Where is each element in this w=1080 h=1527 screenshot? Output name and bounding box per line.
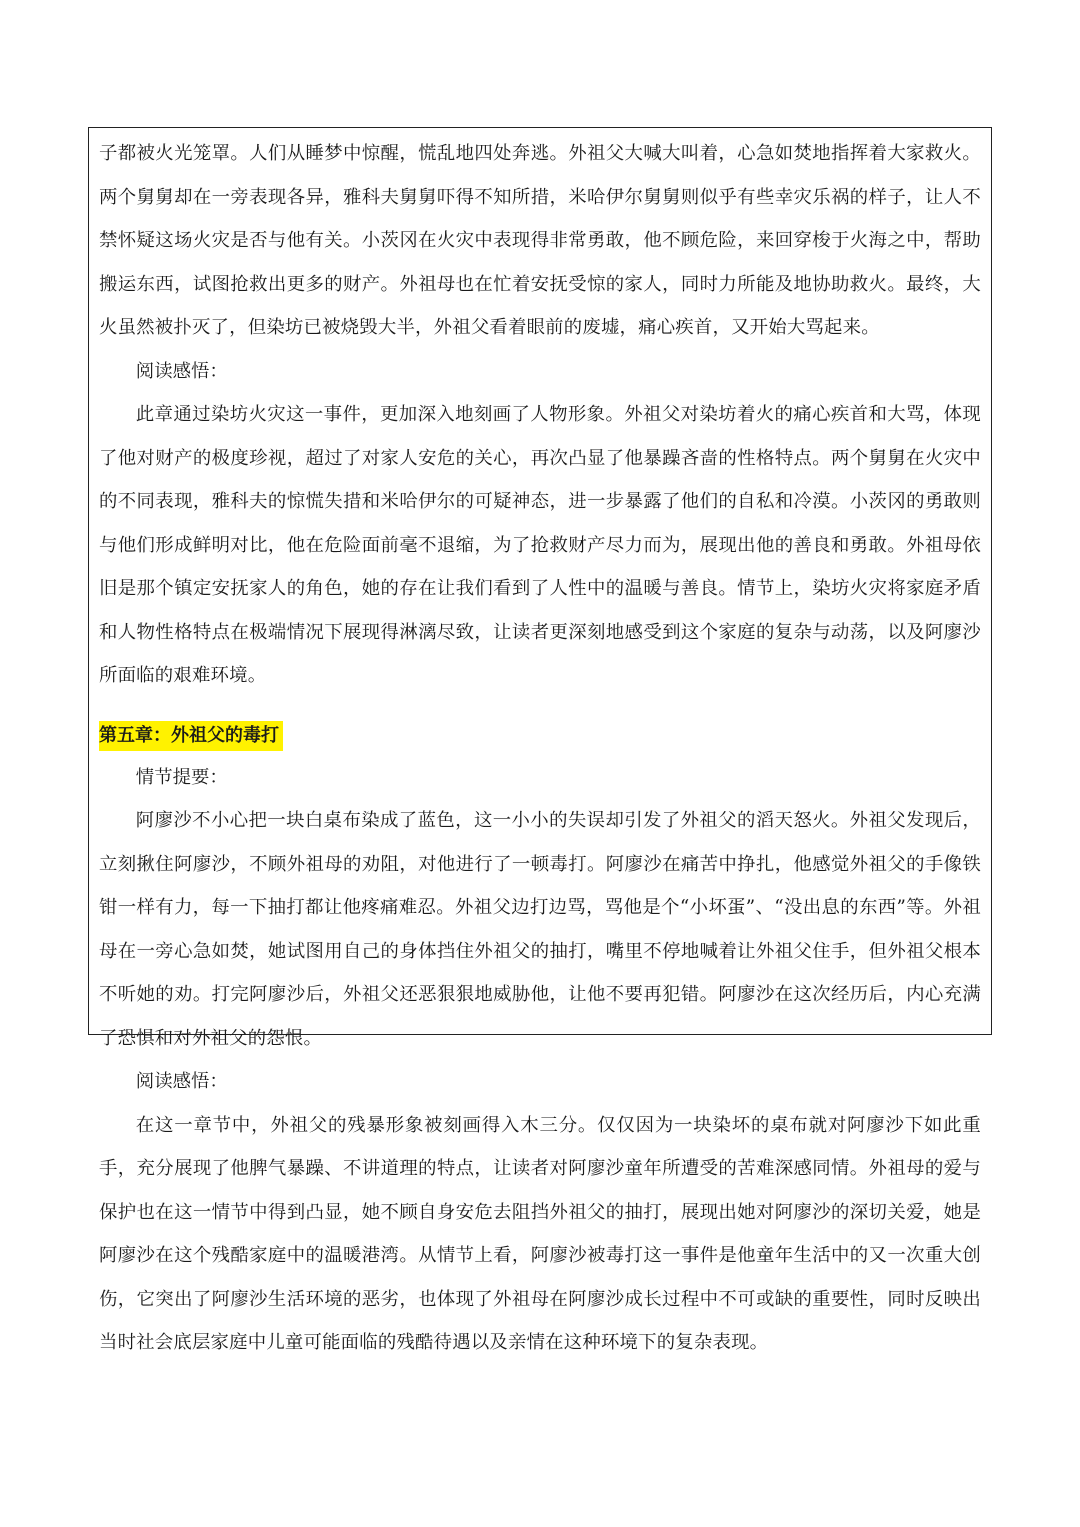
plot-summary-label: 情节提要： [135,766,228,788]
chapter-heading: 第五章：外祖父的毒打 [99,721,283,751]
reflection-paragraph: 在这一章节中，外祖父的残暴形象被刻画得入木三分。仅仅因为一块染坏的桌布就对阿廖沙下如此重手，充分展现了他脾气暴躁、不讲道理的特点，让读者对阿廖沙童年所遭受的苦难深感同情。外祖母的爱与保护也在这一情节中得到凸显，她不顾自身安危去阻挡外祖父的抽打，展现出她对阿廖沙的深切关爱，她是阿廖沙在这个残酷家庭中的温暖港湾。从情节上看，阿廖沙被毒打这一事件是他童年生活中的又一次重大创伤，它突出了阿廖沙生活环境的恶劣，也体现了外祖母在阿廖沙成长过程中不可或缺的重要性，同时反映出当时社会底层家庭中儿童可能面临的残酷待遇以及亲情在这种环境下的复杂表现。 [99,1114,981,1353]
fire-story-continuation: 子都被火光笼罩。人们从睡梦中惊醒，慌乱地四处奔逃。外祖父大喊大叫着，心急如焚地指挥着大家救火。两个舅舅却在一旁表现各异，雅科夫舅舅吓得不知所措，米哈伊尔舅舅则似乎有些幸灾乐祸的样子，让人不禁怀疑这场火灾是否与他有关。小茨冈在火灾中表现得非常勇敢，他不顾危险，来回穿梭于火海之中，帮助搬运东西，试图抢救出更多的财产。外祖母也在忙着安抚受惊的家人，同时力所能及地协助救火。最终，大火虽然被扑灭了，但染坊已被烧毁大半，外祖父看着眼前的废墟，痛心疾首，又开始大骂起来。 [99,143,981,338]
chapter-heading-row [99,716,981,756]
reflection-label: 阅读感悟： [135,360,228,382]
content-box [88,127,992,1353]
plot-summary-paragraph: 阿廖沙不小心把一块白桌布染成了蓝色，这一小小的失误却引发了外祖父的滔天怒火。外祖父发现后，立刻揪住阿廖沙，不顾外祖母的劝阻，对他进行了一顿毒打。阿廖沙在痛苦中挣扎，他感觉外祖父的手像铁钳一样有力，每一下抽打都让他疼痛难忍。外祖父边打边骂，骂他是个“小坏蛋”、“没出息的东西”等。外祖母在一旁心急如焚，她试图用自己的身体挡住外祖父的抽打，嘴里不停地喊着让外祖父住手，但外祖父根本不听她的劝。打完阿廖沙后，外祖父还恶狠狠地威胁他，让他不要再犯错。阿廖沙在这次经历后，内心充满了恐惧和对外祖父的怨恨。 [99,810,981,1049]
reflection-paragraph: 此章通过染坊火灾这一事件，更加深入地刻画了人物形象。外祖父对染坊着火的痛心疾首和大骂，体现了他对财产的极度珍视，超过了对家人安危的关心，再次凸显了他暴躁吝啬的性格特点。两个舅舅在火灾中的不同表现，雅科夫的惊慌失措和米哈伊尔的可疑神态，进一步暴露了他们的自私和冷漠。小茨冈的勇敢则与他们形成鲜明对比，他在危险面前毫不退缩，为了抢救财产尽力而为，展现出他的善良和勇敢。外祖母依旧是那个镇定安抚家人的角色，她的存在让我们看到了人性中的温暖与善良。情节上，染坊火灾将家庭矛盾和人物性格特点在极端情况下展现得淋漓尽致，让读者更深刻地感受到这个家庭的复杂与动荡，以及阿廖沙所面临的艰难环境。 [99,404,981,686]
reflection-label: 阅读感悟： [135,1071,228,1092]
